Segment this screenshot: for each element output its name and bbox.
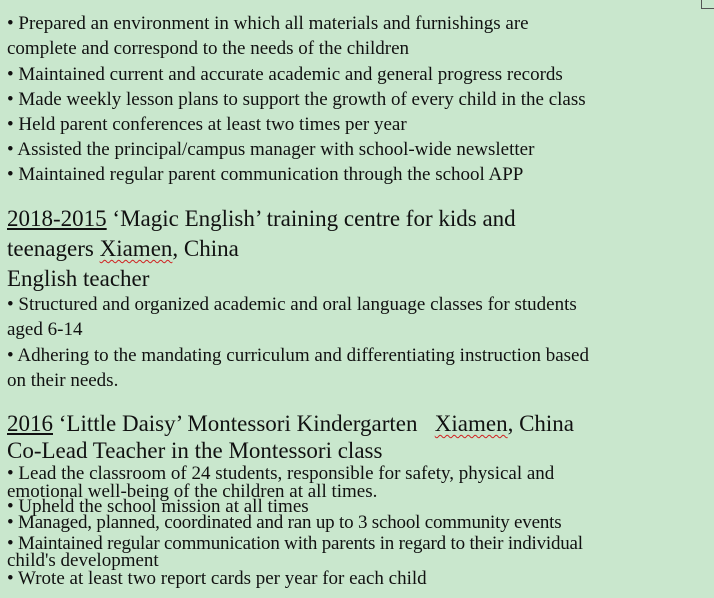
- bullet-line: on their needs.: [7, 370, 119, 391]
- bullet-line: aged 6-14: [7, 319, 83, 340]
- job-country: , China: [507, 411, 575, 436]
- job-years: 2018-2015: [7, 206, 107, 231]
- bullet-line: • Made weekly lesson plans to support the growth of every child in the class: [7, 89, 586, 110]
- bullet-line: • Structured and organized academic and oral language classes for students: [7, 294, 577, 315]
- bullet-line: • Wrote at least two report cards per year for each child: [7, 568, 427, 589]
- bullet-line: child's development: [7, 550, 159, 571]
- job-heading-line2: [7, 236, 239, 262]
- job-title: ‘Little Daisy’ Montessori Kindergarten: [53, 411, 435, 436]
- bullet-line: complete and correspond to the needs of the children: [7, 38, 410, 59]
- job-year: 2016: [7, 411, 53, 436]
- bullet-line: • Maintained regular communication with parents in regard to their individual: [7, 533, 583, 554]
- job-city: Xiamen: [434, 411, 508, 436]
- bullet-line: • Assisted the principal/campus manager with school-wide newsletter: [7, 139, 535, 160]
- bullet-line: • Adhering to the mandating curriculum and differentiating instruction based: [7, 345, 589, 366]
- bullet-line: • Maintained current and accurate academic and general progress records: [7, 64, 563, 85]
- page-corner-marker: [701, 0, 714, 9]
- job-title-cont: teenagers: [7, 236, 100, 261]
- job-heading: [7, 206, 516, 232]
- bullet-line: • Maintained regular parent communication through the school APP: [7, 164, 524, 185]
- bullet-line: • Lead the classroom of 24 students, responsible for safety, physical and: [7, 463, 555, 484]
- job-title: ‘Magic English’ training centre for kids and: [106, 206, 516, 231]
- job-role: English teacher: [7, 266, 150, 291]
- job-city: Xiamen: [99, 236, 173, 261]
- bullet-line: • Upheld the school mission at all times: [7, 496, 309, 517]
- bullet-line: • Held parent conferences at least two times per year: [7, 114, 407, 135]
- job-heading: [7, 411, 574, 437]
- bullet-line: • Managed, planned, coordinated and ran up to 3 school community events: [7, 512, 562, 533]
- job-country: , China: [172, 236, 239, 261]
- job-role: Co-Lead Teacher in the Montessori class: [7, 438, 383, 463]
- bullet-line: emotional well-being of the children at all times.: [7, 481, 378, 502]
- bullet-line: • Prepared an environment in which all materials and furnishings are: [7, 13, 529, 34]
